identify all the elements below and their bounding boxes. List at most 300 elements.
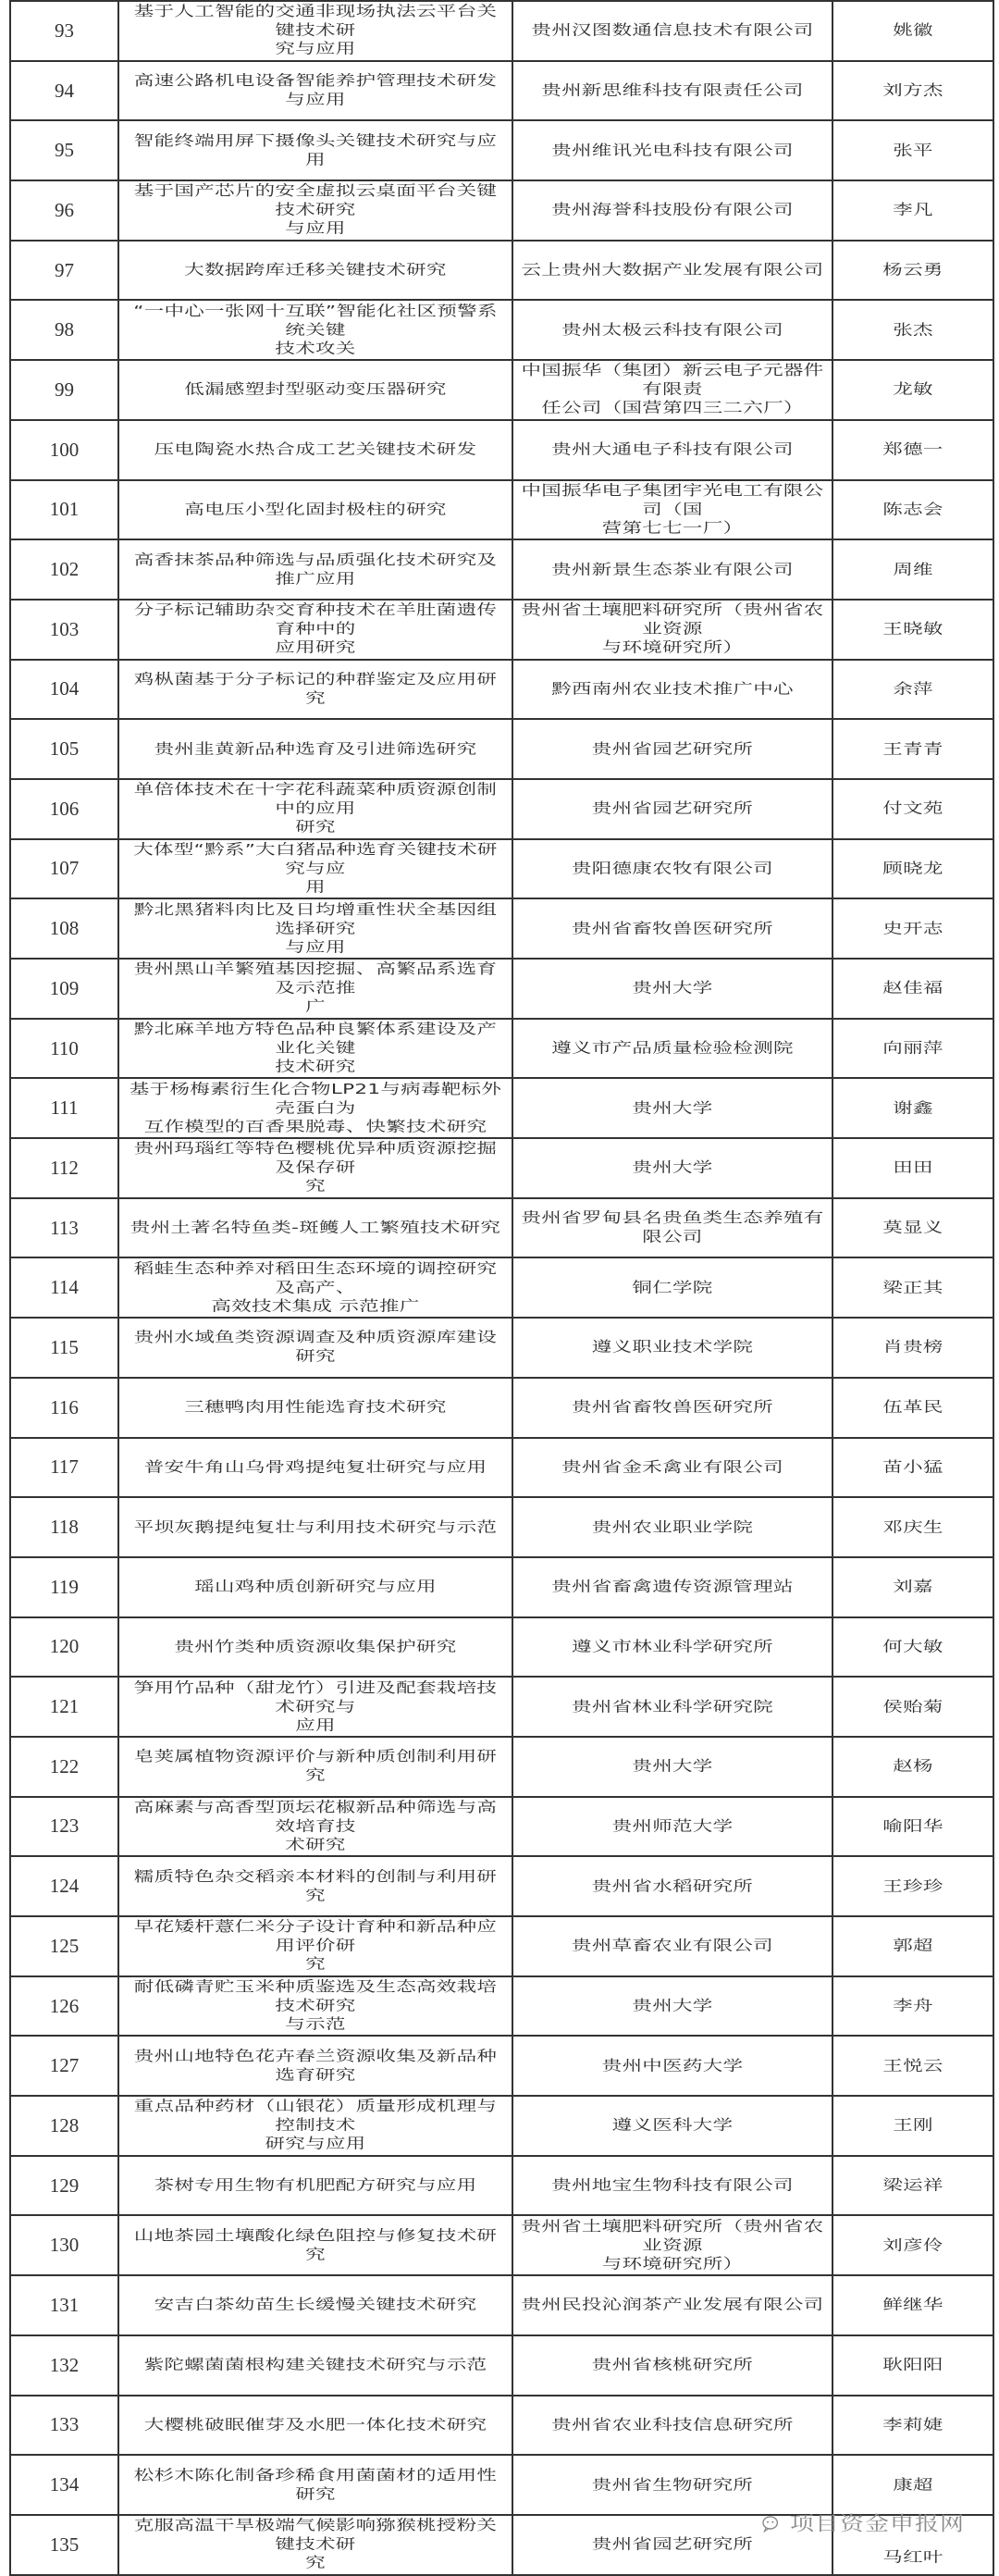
project-name-cell xyxy=(117,540,512,599)
table-row xyxy=(9,1498,994,1558)
project-leader: 郭超 xyxy=(893,1937,933,1954)
project-leader-cell xyxy=(832,1678,994,1736)
project-leader-cell xyxy=(832,1857,994,1915)
undertaking-unit-cell xyxy=(512,1319,832,1377)
project-name: 贵州玛瑙红等特色樱桃优异种质资源挖掘及保存研 究 xyxy=(133,1140,498,1195)
project-leader: 陈志会 xyxy=(882,501,944,518)
project-leader: 余萍 xyxy=(893,680,933,698)
project-leader-cell xyxy=(832,1199,994,1257)
table-row xyxy=(9,2,994,62)
project-leader: 梁正其 xyxy=(882,1279,944,1296)
row-number: 96 xyxy=(55,198,74,221)
project-name: 大体型“黔系”大白猪品种选育关键技术研究与应 用 xyxy=(133,841,498,896)
project-name: 克服高温干旱极端气候影响猕猴桃授粉关键技术研 究 xyxy=(133,2517,498,2572)
row-number-cell xyxy=(9,242,117,300)
wechat-icon xyxy=(760,2515,784,2533)
project-name-cell xyxy=(117,1917,512,1975)
table-row xyxy=(9,1558,994,1618)
row-number: 126 xyxy=(49,1994,80,2017)
row-number-cell xyxy=(9,780,117,838)
undertaking-unit: 贵州大学 xyxy=(632,1757,713,1775)
undertaking-unit: 中国振华（集团）新云电子元器件有限责 任公司（国营第四三二六厂） xyxy=(521,362,824,417)
project-leader-cell xyxy=(832,62,994,120)
project-name: 大数据跨库迁移关键技术研究 xyxy=(184,261,447,279)
row-number-cell xyxy=(9,361,117,419)
project-leader: 姚徽 xyxy=(893,21,933,39)
table-row xyxy=(9,1020,994,1080)
project-leader-cell xyxy=(832,1977,994,2036)
project-leader-cell xyxy=(832,2276,994,2334)
row-number: 111 xyxy=(50,1096,79,1120)
table-row xyxy=(9,899,994,960)
undertaking-unit: 贵州省土壤肥料研究所（贵州省农业资源 与环境研究所） xyxy=(521,2218,824,2273)
project-leader-cell xyxy=(832,181,994,240)
undertaking-unit-cell xyxy=(512,1379,832,1437)
row-number-cell xyxy=(9,2097,117,2155)
row-number-cell xyxy=(9,1917,117,1975)
table-row xyxy=(9,1379,994,1439)
undertaking-unit-cell xyxy=(512,1678,832,1736)
table-row xyxy=(9,2157,994,2217)
row-number-cell xyxy=(9,421,117,479)
row-number-cell xyxy=(9,2396,117,2455)
project-name-cell xyxy=(117,899,512,958)
project-leader: 伍革民 xyxy=(882,1398,944,1416)
row-number: 119 xyxy=(50,1575,79,1598)
undertaking-unit-cell xyxy=(512,661,832,719)
project-leader: 向丽萍 xyxy=(882,1039,944,1057)
project-name: 贵州韭黄新品种选育及引进筛选研究 xyxy=(154,740,477,758)
row-number: 117 xyxy=(50,1455,79,1479)
project-leader-cell xyxy=(832,1319,994,1377)
project-name: 基于杨梅素衍生化合物LP21与病毒靶标外壳蛋白为 互作模型的百香果脱毒、快繁技术研究 xyxy=(129,1081,502,1135)
project-name: 笋用竹品种（甜龙竹）引进及配套栽培技术研究与 应用 xyxy=(133,1679,498,1734)
project-name: 山地茶园土壤酸化绿色阻控与修复技术研究 xyxy=(133,2227,498,2263)
project-leader: 耿阳阳 xyxy=(882,2356,944,2373)
row-number: 107 xyxy=(49,857,80,880)
project-leader: 龙敏 xyxy=(893,381,933,399)
table-row xyxy=(9,1738,994,1798)
project-name: 普安牛角山乌骨鸡提纯复壮研究与应用 xyxy=(143,1458,487,1476)
project-leader: 邓庆生 xyxy=(882,1518,944,1536)
project-leader: 刘彦伶 xyxy=(882,2236,944,2254)
project-name: 大樱桃破眠催芽及水肥一体化技术研究 xyxy=(143,2416,487,2434)
project-name: 低漏感塑封型驱动变压器研究 xyxy=(184,381,447,399)
undertaking-unit: 黔西南州农业技术推广中心 xyxy=(551,680,794,698)
table-row xyxy=(9,1977,994,2037)
undertaking-unit: 贵州省核桃研究所 xyxy=(591,2356,754,2373)
project-name-cell xyxy=(117,242,512,300)
project-name: 基于人工智能的交通非现场执法云平台关键技术研 究与应用 xyxy=(133,3,498,58)
undertaking-unit: 贵州省土壤肥料研究所（贵州省农业资源 与环境研究所） xyxy=(521,601,824,657)
undertaking-unit: 贵州大学 xyxy=(632,979,713,997)
project-leader: 肖贵榜 xyxy=(882,1339,944,1356)
project-name-cell xyxy=(117,1558,512,1616)
row-number: 128 xyxy=(49,2113,80,2136)
undertaking-unit-cell xyxy=(512,1139,832,1197)
project-name: 基于国产芯片的安全虚拟云桌面平台关键技术研究 与应用 xyxy=(133,182,498,238)
project-name-cell xyxy=(117,62,512,120)
project-leader-cell xyxy=(832,1917,994,1975)
undertaking-unit-cell xyxy=(512,62,832,120)
row-number: 120 xyxy=(49,1635,80,1658)
project-name-cell xyxy=(117,1618,512,1677)
project-name-cell xyxy=(117,1079,512,1137)
undertaking-unit: 遵义医科大学 xyxy=(611,2117,734,2135)
row-number-cell xyxy=(9,1199,117,1257)
project-name-cell xyxy=(117,1020,512,1078)
table-row xyxy=(9,1857,994,1917)
table-row xyxy=(9,481,994,541)
undertaking-unit-cell xyxy=(512,361,832,419)
row-number: 118 xyxy=(50,1516,79,1539)
table-row xyxy=(9,601,994,661)
undertaking-unit-cell xyxy=(512,2456,832,2514)
project-leader-cell xyxy=(832,2216,994,2274)
undertaking-unit-cell xyxy=(512,2396,832,2455)
project-name-cell xyxy=(117,1798,512,1856)
table-row xyxy=(9,1798,994,1858)
row-number: 112 xyxy=(50,1156,79,1179)
project-name-cell xyxy=(117,2456,512,2514)
project-list-table xyxy=(9,0,994,2576)
project-leader-cell xyxy=(832,1798,994,1856)
row-number: 110 xyxy=(50,1036,79,1059)
row-number-cell xyxy=(9,1798,117,1856)
row-number-cell xyxy=(9,2037,117,2095)
project-leader-cell xyxy=(832,1258,994,1317)
project-leader: 侯贻菊 xyxy=(882,1698,944,1715)
row-number-cell xyxy=(9,1678,117,1736)
project-name-cell xyxy=(117,1678,512,1736)
row-number-cell xyxy=(9,2516,117,2574)
undertaking-unit: 贵州中医药大学 xyxy=(601,2057,744,2074)
undertaking-unit: 贵州省畜禽遗传资源管理站 xyxy=(551,1578,794,1595)
project-leader-cell xyxy=(832,1079,994,1137)
project-leader: 张平 xyxy=(893,142,933,159)
project-leader: 马红叶 xyxy=(882,2548,944,2566)
undertaking-unit: 贵州草畜农业有限公司 xyxy=(571,1937,773,1954)
undertaking-unit-cell xyxy=(512,540,832,599)
row-number-cell xyxy=(9,2216,117,2274)
undertaking-unit: 贵州省农业科技信息研究所 xyxy=(551,2416,794,2434)
table-row xyxy=(9,1319,994,1379)
undertaking-unit-cell xyxy=(512,840,832,898)
table-row xyxy=(9,301,994,361)
project-leader: 李舟 xyxy=(893,1997,933,2014)
row-number: 116 xyxy=(50,1395,79,1418)
undertaking-unit: 贵州海誉科技股份有限公司 xyxy=(551,202,794,219)
table-row xyxy=(9,242,994,302)
row-number-cell xyxy=(9,661,117,719)
row-number-cell xyxy=(9,181,117,240)
project-leader: 赵佳福 xyxy=(882,979,944,997)
undertaking-unit: 贵州大学 xyxy=(632,1997,713,2014)
project-name: 稻蛙生态种养对稻田生态环境的调控研究及高产、 高效技术集成 示范推广 xyxy=(133,1260,498,1315)
row-number-cell xyxy=(9,1977,117,2036)
row-number-cell xyxy=(9,481,117,539)
project-leader-cell xyxy=(832,840,994,898)
row-number: 113 xyxy=(50,1216,79,1239)
row-number-cell xyxy=(9,1379,117,1437)
watermark-text: 项目资金申报网 xyxy=(790,2513,966,2535)
undertaking-unit: 贵州汉图数通信息技术有限公司 xyxy=(531,21,814,39)
project-name: 贵州竹类种质资源收集保护研究 xyxy=(174,1638,457,1655)
project-leader-cell xyxy=(832,960,994,1018)
project-leader-cell xyxy=(832,2456,994,2514)
undertaking-unit-cell xyxy=(512,242,832,300)
undertaking-unit: 贵州农业职业学院 xyxy=(591,1518,754,1536)
table-row xyxy=(9,2276,994,2336)
undertaking-unit-cell xyxy=(512,1020,832,1078)
undertaking-unit: 贵州新景生态茶业有限公司 xyxy=(551,561,794,578)
project-leader-cell xyxy=(832,720,994,778)
row-number: 104 xyxy=(49,677,80,700)
row-number: 133 xyxy=(49,2413,80,2436)
project-name: 贵州土著名特鱼类-斑鳠人工繁殖技术研究 xyxy=(130,1219,501,1236)
project-name-cell xyxy=(117,421,512,479)
project-name: 平坝灰鹅提纯复壮与利用技术研究与示范 xyxy=(133,1518,498,1536)
project-leader: 何大敏 xyxy=(882,1638,944,1655)
table-row xyxy=(9,2456,994,2516)
table-row xyxy=(9,1678,994,1738)
row-number: 106 xyxy=(49,797,80,820)
undertaking-unit-cell xyxy=(512,1798,832,1856)
table-row xyxy=(9,1079,994,1139)
undertaking-unit: 贵州新思维科技有限责任公司 xyxy=(541,81,804,99)
project-name-cell xyxy=(117,1857,512,1915)
project-name-cell xyxy=(117,301,512,359)
undertaking-unit-cell xyxy=(512,2,832,60)
row-number: 123 xyxy=(49,1814,80,1838)
project-leader-cell xyxy=(832,421,994,479)
project-leader: 鲜继华 xyxy=(882,2297,944,2314)
undertaking-unit-cell xyxy=(512,2157,832,2215)
undertaking-unit-cell xyxy=(512,2216,832,2274)
project-name-cell xyxy=(117,601,512,659)
project-leader: 付文苑 xyxy=(882,799,944,817)
project-leader-cell xyxy=(832,1439,994,1497)
project-name-cell xyxy=(117,181,512,240)
row-number: 108 xyxy=(49,917,80,940)
project-leader-cell xyxy=(832,899,994,958)
undertaking-unit: 贵州省生物研究所 xyxy=(591,2476,754,2494)
table-row xyxy=(9,1439,994,1499)
project-leader-cell xyxy=(832,1558,994,1616)
row-number-cell xyxy=(9,1020,117,1078)
row-number-cell xyxy=(9,1618,117,1677)
project-leader: 史开志 xyxy=(882,920,944,937)
row-number-cell xyxy=(9,2456,117,2514)
table-row xyxy=(9,540,994,601)
project-leader-cell xyxy=(832,2037,994,2095)
undertaking-unit-cell xyxy=(512,1738,832,1796)
table-row xyxy=(9,421,994,481)
undertaking-unit: 贵州省金禾禽业有限公司 xyxy=(561,1458,783,1476)
row-number: 98 xyxy=(55,318,74,341)
project-leader: 王悦云 xyxy=(882,2057,944,2074)
undertaking-unit-cell xyxy=(512,2097,832,2155)
table-row xyxy=(9,720,994,780)
project-leader-cell xyxy=(832,121,994,180)
table-row xyxy=(9,780,994,840)
project-name: 三穗鸭肉用性能选育技术研究 xyxy=(184,1398,447,1416)
project-name-cell xyxy=(117,840,512,898)
project-name-cell xyxy=(117,2396,512,2455)
project-leader-cell xyxy=(832,2157,994,2215)
row-number-cell xyxy=(9,121,117,180)
project-leader: 郑德一 xyxy=(882,440,944,458)
project-name: 分子标记辅助杂交育种技术在羊肚菌遗传育种中的 应用研究 xyxy=(133,601,498,657)
project-name-cell xyxy=(117,960,512,1018)
row-number-cell xyxy=(9,301,117,359)
table-row xyxy=(9,1917,994,1977)
project-leader: 顾晓龙 xyxy=(882,860,944,877)
project-leader: 周维 xyxy=(893,561,933,578)
row-number-cell xyxy=(9,1079,117,1137)
row-number: 103 xyxy=(49,617,80,640)
project-name-cell xyxy=(117,1439,512,1497)
project-leader: 谢鑫 xyxy=(893,1099,933,1117)
undertaking-unit: 贵州师范大学 xyxy=(611,1817,734,1835)
undertaking-unit: 贵州大学 xyxy=(632,1159,713,1177)
table-row xyxy=(9,2336,994,2396)
project-name-cell xyxy=(117,2336,512,2395)
undertaking-unit-cell xyxy=(512,960,832,1018)
undertaking-unit: 贵州省园艺研究所 xyxy=(591,740,754,758)
undertaking-unit: 贵州省林业科学研究院 xyxy=(571,1698,773,1715)
undertaking-unit-cell xyxy=(512,720,832,778)
undertaking-unit: 贵州大学 xyxy=(632,1099,713,1117)
project-name: 黔北黑猪料肉比及日均增重性状全基因组选择研究 与应用 xyxy=(133,901,498,956)
project-name: 瑶山鸡种质创新研究与应用 xyxy=(194,1578,437,1595)
project-leader-cell xyxy=(832,361,994,419)
row-number: 99 xyxy=(55,378,74,401)
undertaking-unit: 贵阳德康农牧有限公司 xyxy=(571,860,773,877)
row-number-cell xyxy=(9,1139,117,1197)
project-name-cell xyxy=(117,121,512,180)
project-name: 压电陶瓷水热合成工艺关键技术研发 xyxy=(154,440,477,458)
undertaking-unit: 贵州省园艺研究所 xyxy=(591,2535,754,2553)
project-leader: 王青青 xyxy=(882,740,944,758)
row-number-cell xyxy=(9,720,117,778)
table-row xyxy=(9,1139,994,1199)
table-row xyxy=(9,1618,994,1678)
undertaking-unit: 遵义职业技术学院 xyxy=(591,1339,754,1356)
row-number-cell xyxy=(9,2157,117,2215)
undertaking-unit: 贵州省罗甸县名贵鱼类生态养殖有限公司 xyxy=(521,1209,824,1245)
row-number: 121 xyxy=(49,1695,80,1718)
project-leader-cell xyxy=(832,1618,994,1677)
table-row xyxy=(9,1199,994,1259)
row-number: 102 xyxy=(49,558,80,581)
project-leader: 刘方杰 xyxy=(882,81,944,99)
project-leader: 莫显义 xyxy=(882,1219,944,1236)
project-name: 糯质特色杂交稻亲本材料的创制与利用研究 xyxy=(133,1868,498,1904)
row-number-cell xyxy=(9,601,117,659)
row-number: 134 xyxy=(49,2473,80,2496)
project-name-cell xyxy=(117,2276,512,2334)
project-leader: 王晓敏 xyxy=(882,620,944,638)
table-row xyxy=(9,361,994,421)
project-leader-cell xyxy=(832,1139,994,1197)
row-number: 135 xyxy=(49,2533,80,2556)
project-name-cell xyxy=(117,1738,512,1796)
project-leader: 刘嘉 xyxy=(893,1578,933,1595)
project-name-cell xyxy=(117,2216,512,2274)
project-name-cell xyxy=(117,2157,512,2215)
undertaking-unit: 中国振华电子集团宇光电工有限公司（国 营第七七一厂） xyxy=(521,482,824,537)
project-leader: 康超 xyxy=(893,2476,933,2494)
undertaking-unit-cell xyxy=(512,2336,832,2395)
project-leader-cell xyxy=(832,2097,994,2155)
row-number: 95 xyxy=(55,139,74,162)
project-leader-cell xyxy=(832,1738,994,1796)
undertaking-unit-cell xyxy=(512,780,832,838)
undertaking-unit-cell xyxy=(512,1618,832,1677)
project-name: 贵州水域鱼类资源调查及种质资源库建设研究 xyxy=(133,1330,498,1366)
undertaking-unit-cell xyxy=(512,2276,832,2334)
undertaking-unit: 遵义市林业科学研究所 xyxy=(571,1638,773,1655)
project-name: 高电压小型化固封极柱的研究 xyxy=(184,501,447,518)
project-leader: 王刚 xyxy=(893,2117,933,2135)
project-leader-cell xyxy=(832,481,994,539)
project-name: 高速公路机电设备智能养护管理技术研发与应用 xyxy=(133,72,498,108)
project-leader: 李莉婕 xyxy=(882,2416,944,2434)
row-number-cell xyxy=(9,2276,117,2334)
row-number: 97 xyxy=(55,258,74,281)
project-name-cell xyxy=(117,1319,512,1377)
project-name: 紫陀螺菌菌根构建关键技术研究与示范 xyxy=(143,2356,487,2373)
project-leader-cell xyxy=(832,601,994,659)
row-number: 101 xyxy=(49,498,80,521)
project-name: 重点品种药材（山银花）质量形成机理与控制技术 研究与应用 xyxy=(133,2098,498,2153)
row-number-cell xyxy=(9,1738,117,1796)
undertaking-unit-cell xyxy=(512,1439,832,1497)
project-leader: 喻阳华 xyxy=(882,1817,944,1835)
table-row xyxy=(9,2037,994,2097)
row-number-cell xyxy=(9,540,117,599)
project-name-cell xyxy=(117,1379,512,1437)
row-number: 127 xyxy=(49,2054,80,2077)
project-leader-cell xyxy=(832,540,994,599)
project-name: 鸡枞菌基于分子标记的种群鉴定及应用研究 xyxy=(133,671,498,707)
table-row xyxy=(9,121,994,181)
project-leader-cell xyxy=(832,242,994,300)
project-name-cell xyxy=(117,2516,512,2574)
table-row xyxy=(9,840,994,900)
project-name-cell xyxy=(117,1258,512,1317)
project-leader: 赵杨 xyxy=(893,1757,933,1775)
project-leader: 田田 xyxy=(893,1159,933,1177)
row-number-cell xyxy=(9,2,117,60)
project-leader: 杨云勇 xyxy=(882,261,944,279)
table-row xyxy=(9,2097,994,2157)
table-row xyxy=(9,2396,994,2457)
row-number: 130 xyxy=(49,2234,80,2257)
project-name-cell xyxy=(117,1977,512,2036)
project-name: 智能终端用屏下摄像头关键技术研究与应用 xyxy=(133,132,498,168)
project-leader: 梁运祥 xyxy=(882,2176,944,2194)
table-row xyxy=(9,661,994,721)
undertaking-unit-cell xyxy=(512,1199,832,1257)
project-name: 贵州山地特色花卉春兰资源收集及新品种选育研究 xyxy=(133,2048,498,2084)
project-name: 安吉白茶幼苗生长缓慢关键技术研究 xyxy=(154,2297,477,2314)
undertaking-unit-cell xyxy=(512,1977,832,2036)
watermark xyxy=(760,2515,965,2533)
row-number-cell xyxy=(9,1857,117,1915)
row-number: 114 xyxy=(50,1276,79,1299)
